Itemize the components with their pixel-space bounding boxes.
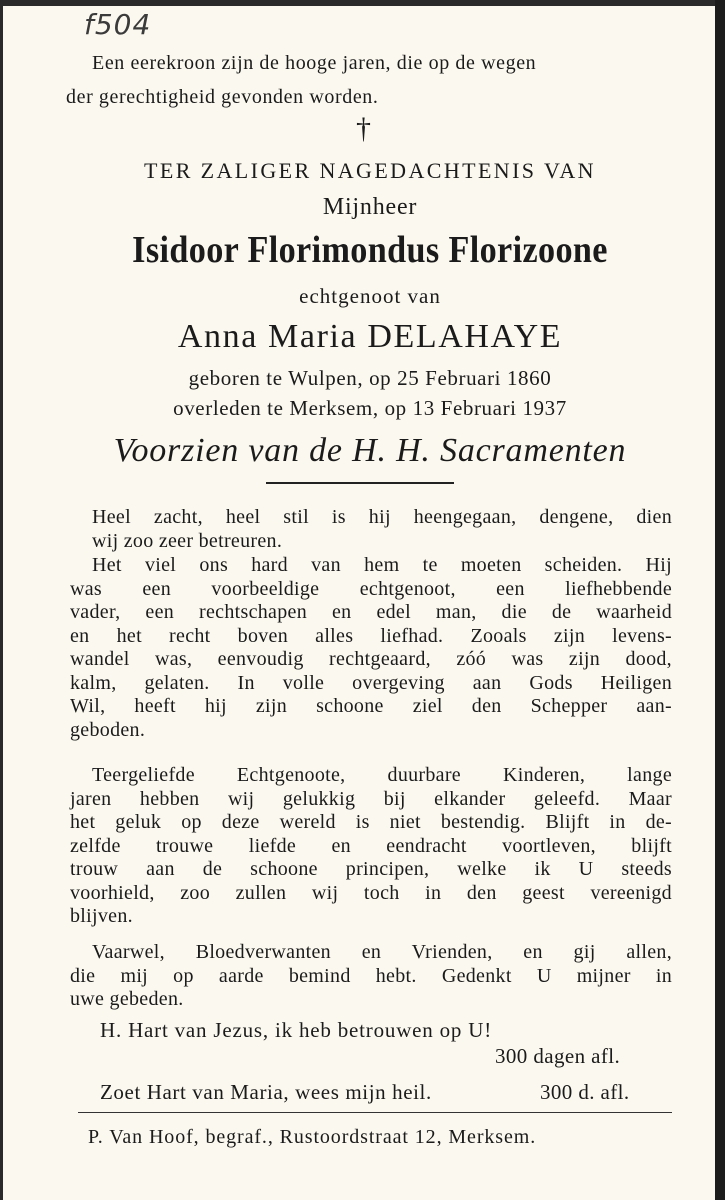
text-line: zelfde trouwe liefde en eendracht voortleven, blijft	[70, 834, 672, 857]
paragraph-2	[70, 554, 672, 742]
cross-icon: †	[356, 112, 371, 145]
paragraph-1	[92, 506, 672, 553]
text-line: Wil, heeft hij zijn schoone ziel den Schepper aan-	[70, 695, 672, 717]
text-line: Heel zacht, heel stil is hij heengegaan, dengene, dien	[92, 506, 672, 528]
paragraph-4	[70, 941, 672, 1012]
verse-line-1: Een eerekroon zijn de hooge jaren, die op de wegen	[92, 52, 537, 74]
text-line: uwe gebeden.	[70, 988, 184, 1010]
text-line: vader, een rechtschapen en edel man, die de waarheid	[70, 601, 672, 623]
divider-long	[78, 1112, 672, 1113]
text-line: wandel was, eenvoudig rechtgeaard, zóó was zijn dood,	[70, 648, 672, 670]
card-top-edge	[0, 0, 725, 6]
text-line: Teergeliefde Echtgenoote, duurbare Kinderen, lange	[92, 764, 672, 786]
sacraments-line: Voorzien van de H. H. Sacramenten	[113, 432, 627, 469]
prayer-sacred-heart: H. Hart van Jezus, ik heb betrouwen op U!	[100, 1018, 493, 1042]
text-line: die mij op aarde bemind hebt. Gedenkt U mijner in	[70, 964, 672, 987]
text-line: Het viel ons hard van hem te moeten scheiden. Hij	[92, 554, 672, 576]
text-line: Vaarwel, Bloedverwanten en Vrienden, en gij allen,	[92, 941, 672, 963]
text-line: het geluk op deze wereld is niet bestendig. Blijft in de-	[70, 811, 672, 833]
memory-heading: TER ZALIGER NAGEDACHTENIS VAN	[144, 158, 596, 183]
card-left-edge	[0, 0, 3, 1200]
death-line: overleden te Merksem, op 13 Februari 1937	[173, 396, 567, 420]
spouse-name: Anna Maria DELAHAYE	[177, 318, 563, 355]
text-line: voorhield, zoo zullen wij toch in den geest vereenigd	[70, 881, 672, 904]
text-line: was een voorbeeldige echtgenoot, een liefhebbende	[70, 577, 672, 600]
text-line: trouw aan de schoone principen, welke ik U steeds	[70, 858, 672, 880]
archive-number: f504	[84, 8, 152, 41]
text-line: wij zoo zeer betreuren.	[92, 529, 283, 552]
indulgence-1: 300 dagen afl.	[495, 1044, 621, 1068]
text-line: en het recht boven alles liefhad. Zooals zijn levens-	[70, 624, 672, 647]
deceased-name: Isidoor Florimondus Florizoone	[132, 229, 608, 271]
text-line: kalm, gelaten. In volle overgeving aan Gods Heiligen	[70, 671, 672, 694]
text-line: geboden.	[70, 718, 146, 741]
card-right-edge	[715, 0, 725, 1200]
verse-line-2: der gerechtigheid gevonden worden.	[66, 86, 379, 108]
indulgence-2: 300 d. afl.	[540, 1080, 630, 1104]
divider-short	[266, 482, 454, 484]
birth-line: geboren te Wulpen, op 25 Februari 1860	[188, 366, 552, 390]
text-line: blijven.	[70, 905, 133, 927]
text-line: jaren hebben wij gelukkig bij elkander geleefd. Maar	[70, 787, 672, 810]
honorific: Mijnheer	[322, 194, 418, 220]
prayer-mary: Zoet Hart van Maria, wees mijn heil.	[100, 1080, 432, 1104]
spouse-label: echtgenoot van	[299, 284, 441, 308]
paragraph-3	[70, 764, 672, 929]
printer-imprint: P. Van Hoof, begraf., Rustoordstraat 12, Merksem.	[88, 1126, 537, 1148]
